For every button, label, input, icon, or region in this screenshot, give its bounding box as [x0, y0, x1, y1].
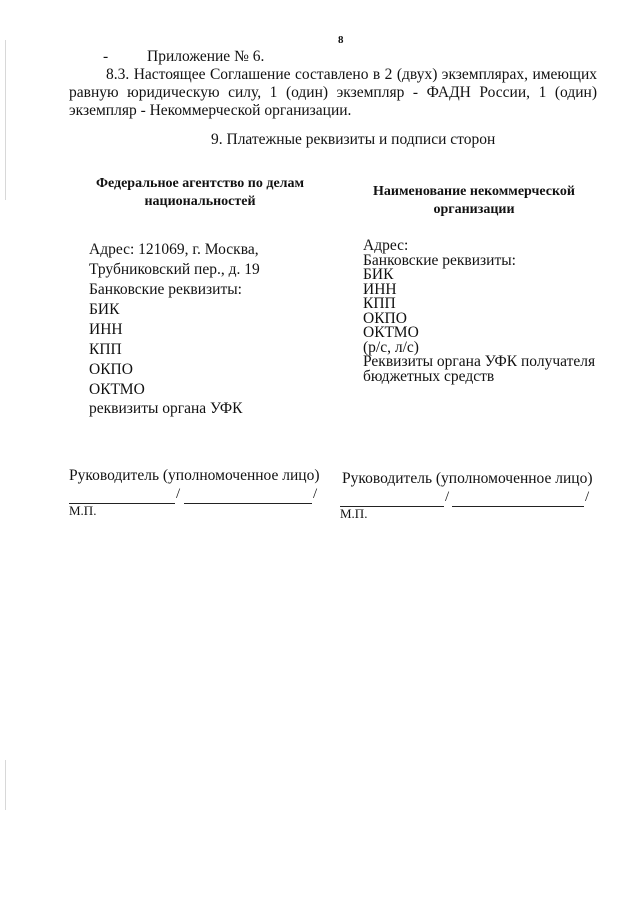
left-kpp: КПП: [89, 341, 122, 358]
page-number: 8: [338, 34, 344, 46]
right-ufk-line-2: бюджетных средств: [363, 367, 495, 385]
right-oktmo: ОКТМО: [363, 324, 419, 341]
right-signatory-label: Руководитель (уполномоченное лицо): [342, 470, 593, 487]
right-bank-details-label: Банковские реквизиты:: [363, 251, 516, 269]
left-bank-details-label: Банковские реквизиты:: [89, 281, 242, 298]
right-signature-slash: /: [445, 489, 450, 505]
right-party-title-line-1: Наименование некоммерческой: [373, 184, 575, 199]
right-party-title: [355, 183, 593, 219]
right-party-title-line-2: организации: [433, 202, 515, 217]
right-address: Адрес:: [363, 237, 409, 254]
section-9-title: 9. Платежные реквизиты и подписи сторон: [211, 131, 496, 148]
right-inn: ИНН: [363, 280, 397, 298]
left-party-title-line-1: Федеральное агентство по делам: [95, 176, 305, 191]
left-bik: БИК: [89, 301, 120, 318]
right-signature-slash-end: /: [585, 489, 590, 505]
appendix-dash: -: [103, 48, 109, 65]
left-oktmo: ОКТМО: [89, 381, 145, 398]
left-signature-slash: /: [176, 486, 181, 502]
left-ufk-details: реквизиты органа УФК: [89, 400, 243, 417]
right-stamp-label: М.П.: [340, 506, 368, 521]
clause-8-3-line-3: экземпляр - Некоммерческой организации.: [69, 102, 352, 119]
right-accounts: (р/с, л/с): [363, 338, 419, 356]
right-bik: БИК: [363, 266, 394, 283]
right-party-details: [363, 239, 595, 384]
left-party-title: [80, 175, 320, 211]
left-party-title-line-2: национальностей: [144, 194, 256, 209]
scan-edge-mark: [5, 40, 6, 200]
right-name-line: [452, 506, 584, 507]
left-address-line-2: Трубниковский пер., д. 19: [89, 261, 260, 278]
scan-edge-mark: [5, 760, 6, 810]
appendix-item: Приложение № 6.: [147, 48, 265, 65]
left-party-details: [89, 240, 260, 400]
right-ufk-line-1: Реквизиты органа УФК получателя: [363, 353, 596, 370]
right-okpo: ОКПО: [363, 309, 407, 327]
left-signature-slash-end: /: [313, 486, 318, 502]
left-inn: ИНН: [89, 321, 123, 338]
left-name-line: [184, 503, 312, 504]
left-signatory-label: Руководитель (уполномоченное лицо): [69, 467, 320, 484]
clause-8-3-line-1: 8.3. Настоящее Соглашение составлено в 2 (двух) экземплярах, имеющих: [106, 66, 597, 83]
clause-8-3-line-2: равную юридическую силу, 1 (один) экземпляр - ФАДН России, 1 (один): [69, 84, 597, 101]
right-kpp: КПП: [363, 295, 396, 312]
left-stamp-label: М.П.: [69, 503, 97, 518]
left-okpo: ОКПО: [89, 361, 133, 378]
left-address-line-1: Адрес: 121069, г. Москва,: [89, 241, 259, 258]
